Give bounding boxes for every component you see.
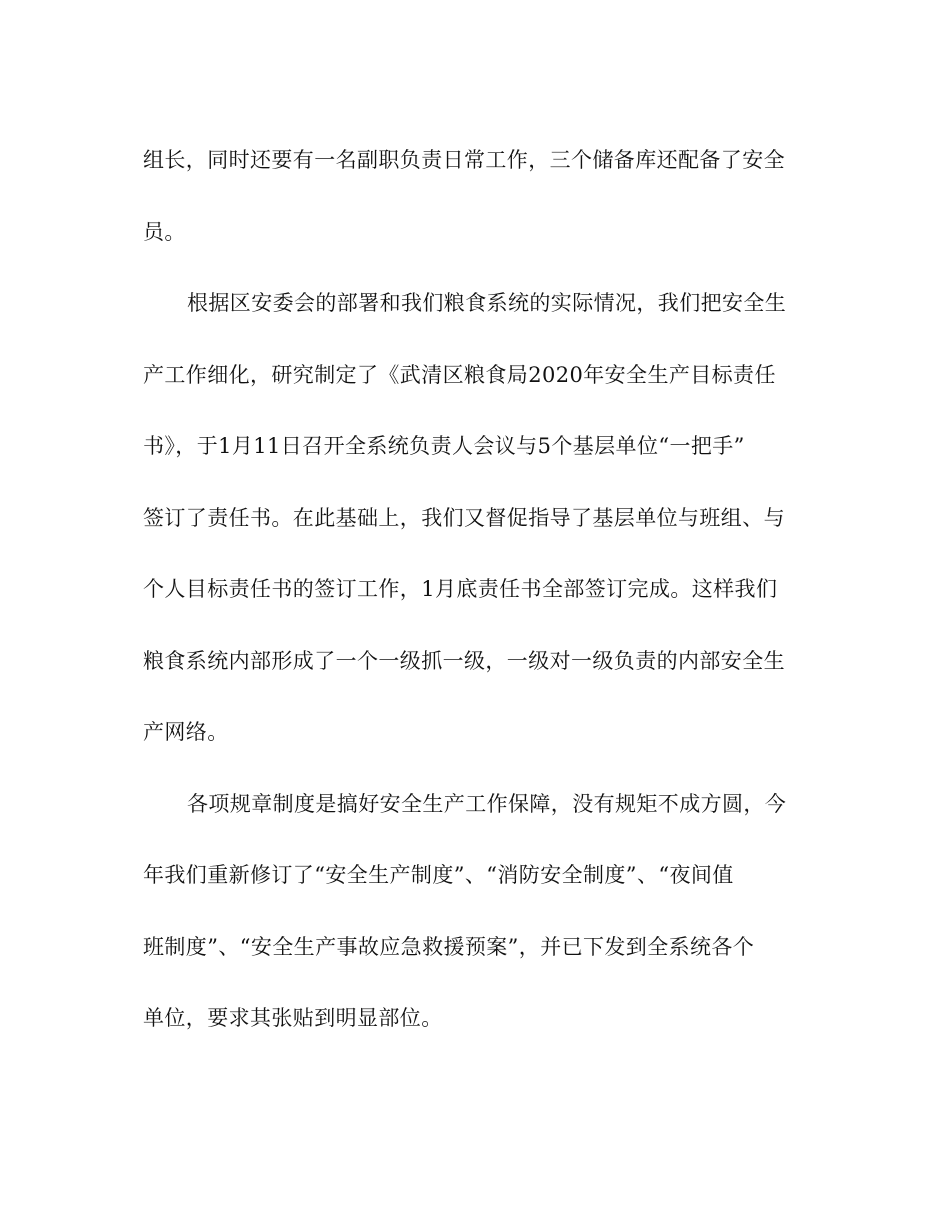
paragraph-line: 粮食系统内部形成了一个一级抓一级，一级对一级负责的内部安全生 xyxy=(143,648,785,673)
paragraph-line: 年我们重新修订了“安全生产制度”、“消防安全制度”、“夜间值 xyxy=(143,863,734,887)
document-body xyxy=(143,136,803,1066)
paragraph-line: 员。 xyxy=(143,219,186,244)
paragraph-line: 组长，同时还要有一名副职负责日常工作，三个储备库还配备了安全 xyxy=(143,148,785,172)
paragraph-line: 班制度”、“安全生产事故应急救援预案”，并已下发到全系统各个 xyxy=(143,934,755,959)
paragraph-line: 签订了责任书。在此基础上，我们又督促指导了基层单位与班组、与 xyxy=(143,505,785,530)
paragraph-line: 单位，要求其张贴到明显部位。 xyxy=(143,1006,443,1030)
paragraph-line: 书》，于1月11日召开全系统负责人会议与5个基层单位“一把手” xyxy=(143,434,745,458)
paragraph-line: 个人目标责任书的签订工作，1月底责任书全部签订完成。这样我们 xyxy=(143,577,778,601)
paragraph-line: 各项规章制度是搞好安全生产工作保障，没有规矩不成方圆，今 xyxy=(187,791,787,816)
paragraph-line: 产网络。 xyxy=(143,720,229,744)
paragraph-line: 产工作细化，研究制定了《武清区粮食局2020年安全生产目标责任 xyxy=(143,362,776,387)
paragraph-line: 根据区安委会的部署和我们粮食系统的实际情况，我们把安全生 xyxy=(187,291,787,315)
